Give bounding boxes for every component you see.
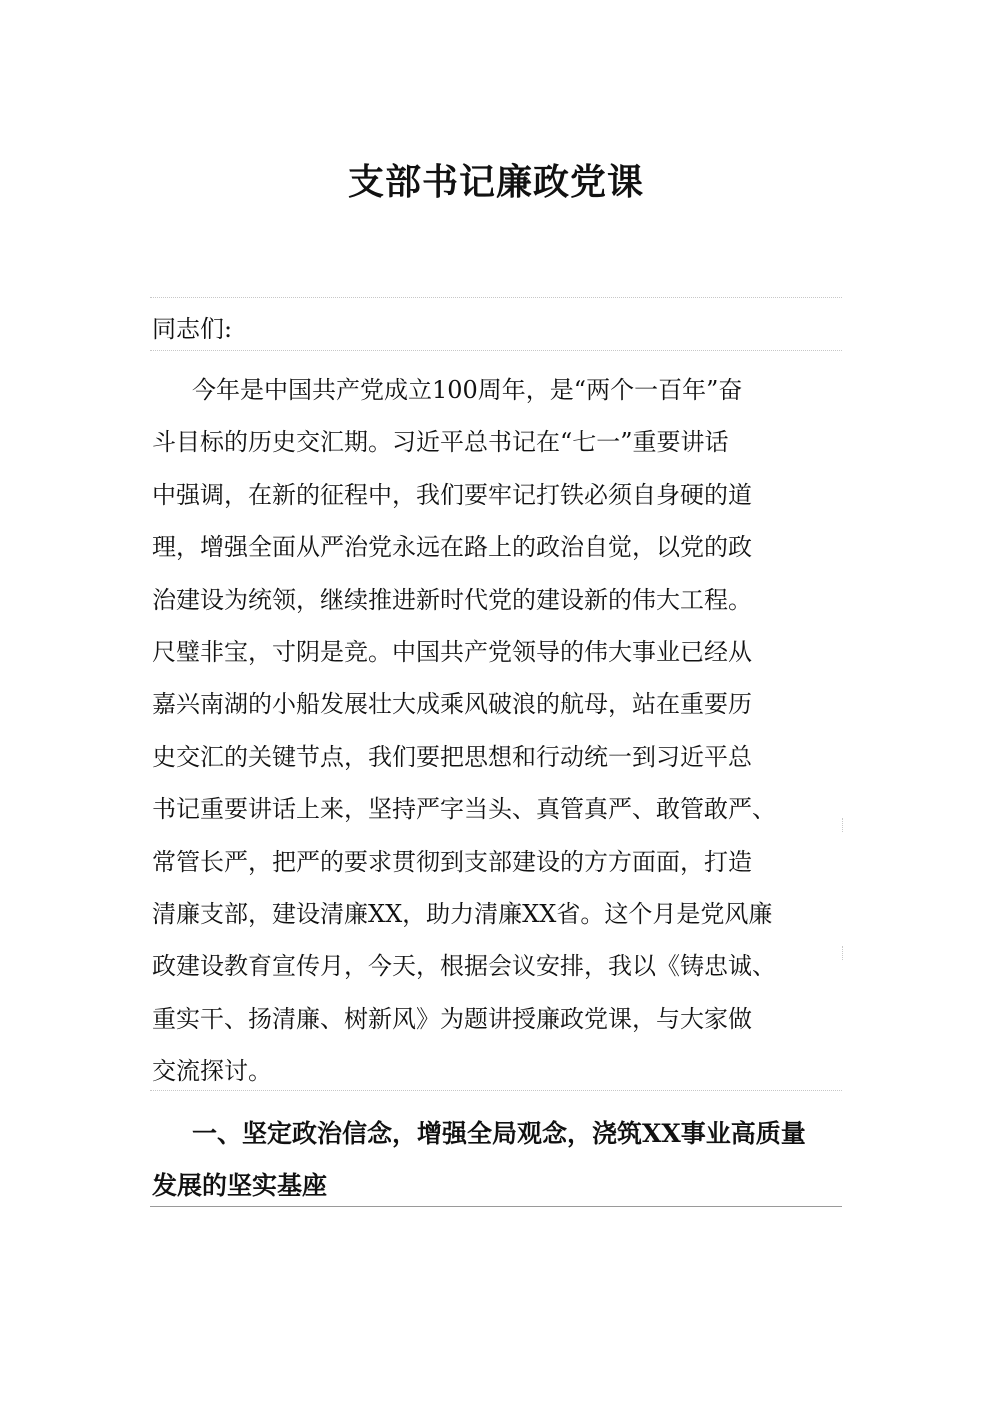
body-line: 书记重要讲话上来，坚持严字当头、真管真严、敢管敢严、 xyxy=(152,795,776,824)
salutation: 同志们: xyxy=(152,315,233,343)
heading-line: 发展的坚实基座 xyxy=(152,1171,328,1200)
body-line: 中强调，在新的征程中，我们要牢记打铁必须自身硬的道 xyxy=(152,480,752,509)
body-paragraph xyxy=(152,364,842,1097)
margin-mark xyxy=(842,946,843,960)
body-line: 史交汇的关键节点，我们要把思想和行动统一到习近平总 xyxy=(152,742,752,771)
body-line: 重实干、扬清廉、树新风》为题讲授廉政党课，与大家做 xyxy=(152,1004,752,1033)
document-title: 支部书记廉政党课 xyxy=(347,161,644,203)
body-line: 治建设为统领，继续推进新时代党的建设新的伟大工程。 xyxy=(152,585,752,614)
body-line: 今年是中国共产党成立100周年，是“两个一百年”奋 xyxy=(192,376,743,404)
body-line: 清廉支部，建设清廉XX，助力清廉XX省。这个月是党风廉 xyxy=(152,899,773,928)
body-line: 政建设教育宣传月，今天，根据会议安排，我以《铸忠诚、 xyxy=(152,952,776,981)
body-line: 理，增强全面从严治党永远在路上的政治自觉，以党的政 xyxy=(152,533,752,562)
section-heading xyxy=(152,1108,842,1212)
body-line: 交流探讨。 xyxy=(152,1057,272,1086)
margin-mark xyxy=(842,818,843,832)
body-line: 斗目标的历史交汇期。习近平总书记在“七一”重要讲话 xyxy=(152,428,729,457)
divider xyxy=(150,1090,842,1091)
body-line: 尺璧非宝，寸阴是竞。中国共产党领导的伟大事业已经从 xyxy=(152,637,752,666)
body-line: 常管长严，把严的要求贯彻到支部建设的方方面面，打造 xyxy=(152,847,752,876)
divider xyxy=(150,297,842,298)
divider xyxy=(150,1206,842,1207)
heading-line: 一、坚定政治信念，增强全局观念，浇筑XX事业高质量 xyxy=(192,1119,806,1148)
divider xyxy=(150,350,842,351)
body-line: 嘉兴南湖的小船发展壮大成乘风破浪的航母，站在重要历 xyxy=(152,690,752,719)
